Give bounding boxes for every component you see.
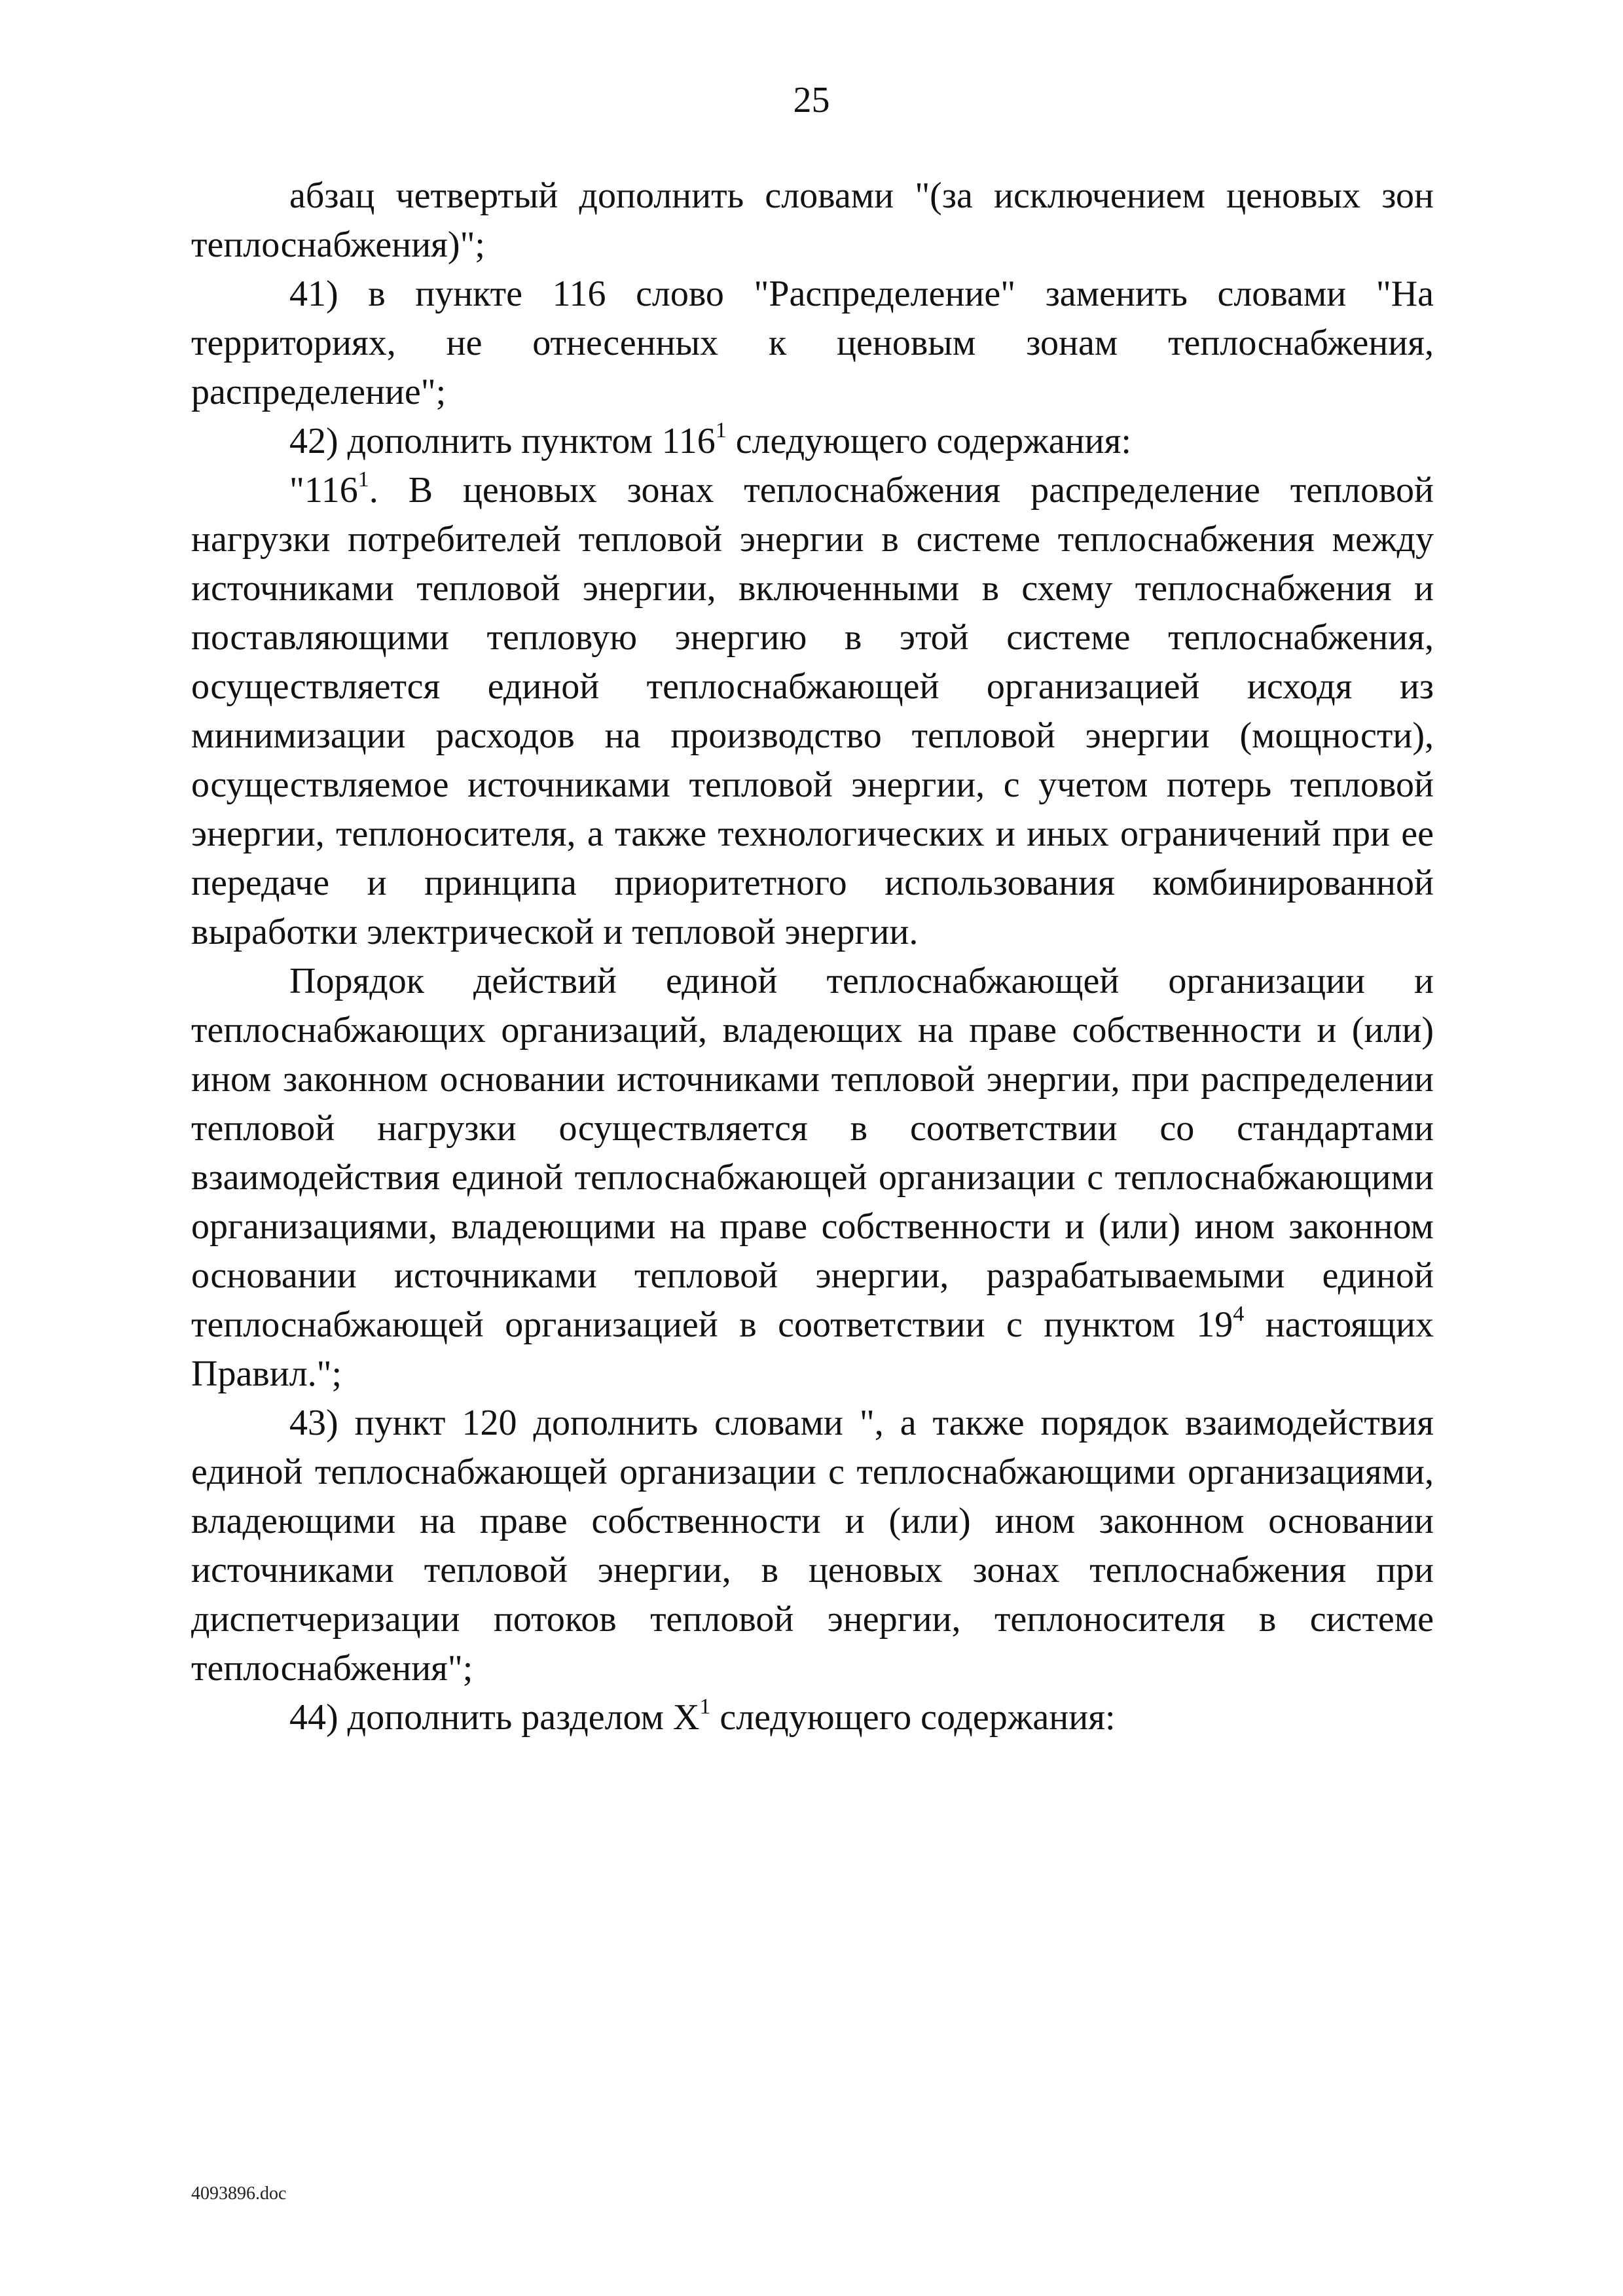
page-number: 25: [793, 80, 830, 120]
document-body: [191, 171, 1434, 1742]
paragraph-item-42: [191, 417, 1434, 466]
paragraph-item-42-text-end: следующего содержания:: [726, 421, 1131, 461]
paragraph-item-43: 43) пункт 120 дополнить словами ", а также порядок взаимодействия единой теплоснабжающей организации с теплоснабжающими организациями, владеющими на праве собственности и (или) ином законном основании источниками тепловой энергии, в ценовых зонах теплоснабжения при диспетчеризации потоков тепловой энергии, теплоносителя в системе теплоснабжения";: [191, 1403, 1434, 1689]
superscript: 1: [357, 467, 369, 492]
paragraph-poryadok-deistvii: [191, 957, 1434, 1399]
paragraph-item-44-text-end: следующего содержания:: [710, 1697, 1116, 1738]
paragraph-poryadok-text: Порядок действий единой теплоснабжающей организации и теплоснабжающих организаций, владеющих на праве собственности и (или) ином законном основании источниками тепловой энергии, при распределении тепловой нагрузки осуществляется в соответствии со стандартами взаимодействия единой теплоснабжающей организации с теплоснабжающими организациями, владеющими на праве собственности и (или) ином законном основании источниками тепловой энергии, разрабатываемыми единой теплоснабжающей организацией в соответствии с пунктом 19: [191, 961, 1434, 1345]
paragraph-item-42-text: 42) дополнить пунктом 116: [289, 421, 716, 461]
paragraph-abzac-chetvertyi: абзац четвертый дополнить словами "(за исключением ценовых зон теплоснабжения)";: [191, 175, 1434, 265]
paragraph-poryadok-text-end: настоящих Правил.";: [191, 1304, 1434, 1394]
paragraph-point-116-1-start: "116: [289, 470, 358, 511]
superscript: 1: [699, 1695, 711, 1719]
document-file-code: 4093896.doc: [191, 2183, 287, 2204]
paragraph-point-116-1: [191, 466, 1434, 957]
paragraph-item-41: 41) в пункте 116 слово "Распределение" заменить словами "На территориях, не отнесенных к ценовым зонам теплоснабжения, распределение";: [191, 274, 1434, 412]
paragraph-item-44-text: 44) дополнить разделом X: [289, 1697, 700, 1738]
superscript: 1: [715, 418, 727, 443]
paragraph-point-116-1-text: . В ценовых зонах теплоснабжения распределение тепловой нагрузки потребителей тепловой энергии в системе теплоснабжения между источниками тепловой энергии, включенными в схему теплоснабжения и поставляющими тепловую энергию в этой системе теплоснабжения, осуществляется единой теплоснабжающей организацией исходя из минимизации расходов на производство тепловой энергии (мощности), осуществляемое источниками тепловой энергии, с учетом потерь тепловой энергии, теплоносителя, а также технологических и иных ограничений при ее передаче и принципа приоритетного использования комбинированной выработки электрической и тепловой энергии.: [191, 470, 1434, 952]
superscript: 4: [1233, 1302, 1245, 1327]
paragraph-item-44: [191, 1693, 1434, 1742]
